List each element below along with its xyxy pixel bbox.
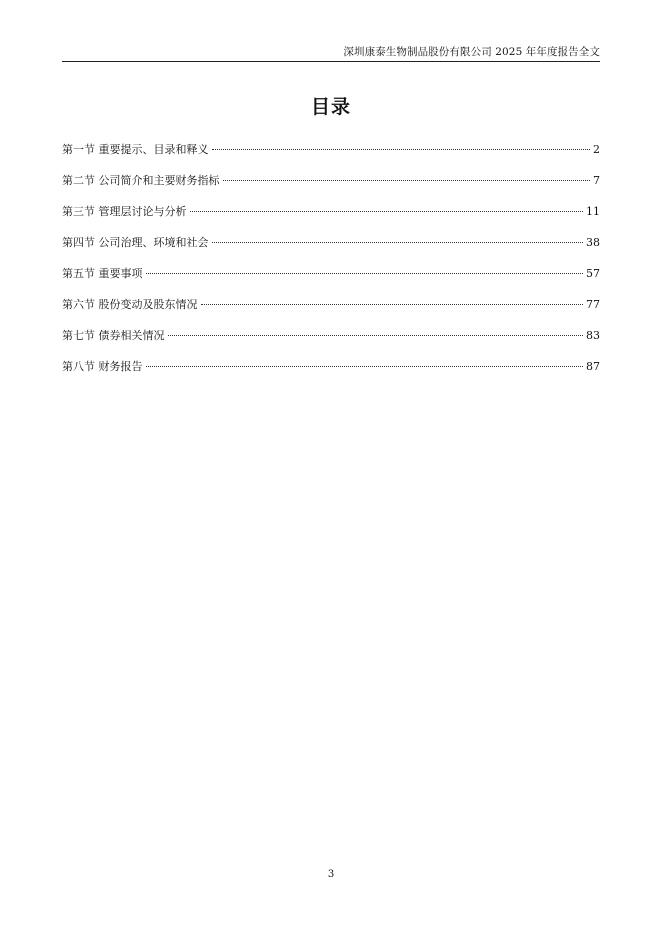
dot-leader <box>168 335 584 336</box>
toc-entry-section-7[interactable] <box>62 327 600 358</box>
dot-leader <box>190 211 584 212</box>
dot-leader <box>146 273 584 274</box>
toc-entry-page-number: 77 <box>586 298 600 311</box>
toc-entry-page-number: 38 <box>586 236 600 249</box>
page-title: 目录 <box>310 96 351 118</box>
toc-entry-page-number: 11 <box>586 205 600 218</box>
toc-entry-label: 第四节 公司治理、环境和社会 <box>62 236 209 249</box>
toc-entry-section-3[interactable] <box>62 203 600 234</box>
toc-entry-label: 第一节 重要提示、目录和释义 <box>62 143 209 156</box>
toc-entry-page-number: 2 <box>593 143 600 156</box>
dot-leader <box>201 304 584 305</box>
dot-leader <box>212 149 591 150</box>
toc-entry-page-number: 87 <box>586 360 600 373</box>
dot-leader <box>223 180 591 181</box>
dot-leader <box>146 366 584 367</box>
running-header: 深圳康泰生物制品股份有限公司 2025 年年度报告全文 <box>343 46 600 58</box>
toc-entry-section-1[interactable] <box>62 141 600 172</box>
dot-leader <box>212 242 584 243</box>
toc-entry-page-number: 7 <box>593 174 600 187</box>
header-divider <box>62 61 600 62</box>
toc-entry-section-4[interactable] <box>62 234 600 265</box>
toc-entry-section-6[interactable] <box>62 296 600 327</box>
toc-entry-label: 第二节 公司简介和主要财务指标 <box>62 174 220 187</box>
toc-entry-page-number: 57 <box>586 267 600 280</box>
toc-entry-label: 第三节 管理层讨论与分析 <box>62 205 187 218</box>
toc-entry-page-number: 83 <box>586 329 600 342</box>
toc-entry-label: 第五节 重要事项 <box>62 267 143 280</box>
toc-entry-label: 第六节 股份变动及股东情况 <box>62 298 198 311</box>
page-number: 3 <box>327 869 335 880</box>
toc-entry-label: 第八节 财务报告 <box>62 360 143 373</box>
toc-entry-label: 第七节 债券相关情况 <box>62 329 165 342</box>
toc-entry-section-2[interactable] <box>62 172 600 203</box>
toc-entry-section-8[interactable] <box>62 358 600 389</box>
toc-entry-section-5[interactable] <box>62 265 600 296</box>
table-of-contents <box>62 141 600 389</box>
